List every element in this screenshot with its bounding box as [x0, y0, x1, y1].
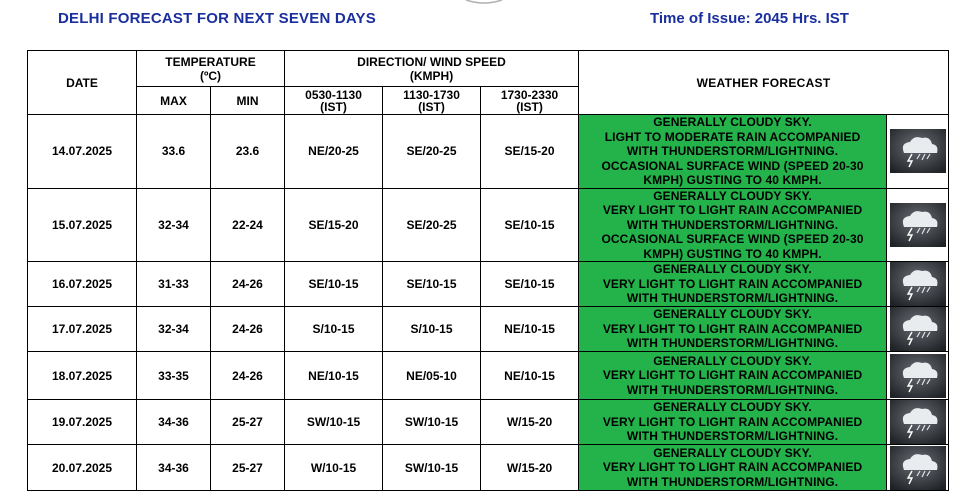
row-weather-icon: [887, 307, 949, 352]
table-row: [28, 352, 949, 400]
row-date: 19.07.2025: [28, 400, 137, 445]
forecast-line: WITH THUNDERSTORM/LIGHTNING.: [626, 291, 839, 306]
row-min-temp: 25-27: [211, 400, 285, 445]
row-wind-slot-3: SE/10-15: [481, 188, 579, 262]
row-wind-slot-2: S/10-15: [383, 307, 481, 352]
wind-label: DIRECTION/ WIND SPEED: [357, 54, 506, 69]
row-wind-slot-1: SW/10-15: [285, 400, 383, 445]
wind-unit: (KMPH): [409, 68, 454, 83]
temperature-label: TEMPERATURE: [165, 54, 256, 69]
forecast-line: GENERALLY CLOUDY SKY.: [653, 400, 812, 415]
slot-zone: (IST): [418, 99, 445, 114]
table-row: [28, 307, 949, 352]
row-min-temp: 22-24: [211, 188, 285, 262]
header-date: DATE: [28, 51, 137, 115]
row-max-temp: 34-36: [137, 400, 211, 445]
row-weather-icon: [887, 445, 949, 491]
row-wind-slot-3: SE/15-20: [481, 115, 579, 189]
row-wind-slot-1: SE/15-20: [285, 188, 383, 262]
row-min-temp: 24-26: [211, 307, 285, 352]
header-slot-1: [285, 87, 383, 115]
header-wind: [285, 51, 579, 87]
row-max-temp: 32-34: [137, 188, 211, 262]
row-max-temp: 33.6: [137, 115, 211, 189]
table-row: [28, 115, 949, 189]
slot-time: 1130-1730: [403, 87, 460, 102]
row-weather-icon: [887, 262, 949, 307]
forecast-line: GENERALLY CLOUDY SKY.: [653, 445, 812, 460]
forecast-line: WITH THUNDERSTORM/LIGHTNING.: [626, 336, 839, 351]
row-wind-slot-3: NE/10-15: [481, 307, 579, 352]
row-date: 14.07.2025: [28, 115, 137, 189]
forecast-line: OCCASIONAL SURFACE WIND (SPEED 20-30: [601, 158, 864, 173]
forecast-line: GENERALLY CLOUDY SKY.: [653, 307, 812, 322]
logo-fragment: [462, 0, 506, 5]
row-wind-slot-3: SE/10-15: [481, 262, 579, 307]
thunderstorm-cloud-icon: [890, 307, 946, 351]
table-row: [28, 262, 949, 307]
row-date: 20.07.2025: [28, 445, 137, 491]
row-wind-slot-2: SE/10-15: [383, 262, 481, 307]
row-date: 15.07.2025: [28, 188, 137, 262]
forecast-line: VERY LIGHT TO LIGHT RAIN ACCOMPANIED: [602, 203, 863, 217]
row-min-temp: 25-27: [211, 445, 285, 491]
forecast-line: GENERALLY CLOUDY SKY.: [653, 353, 812, 368]
row-weather-icon: [887, 115, 949, 189]
row-wind-slot-3: W/15-20: [481, 445, 579, 491]
thunderstorm-cloud-icon: [890, 446, 946, 490]
table-row: [28, 400, 949, 445]
header-weather-forecast: WEATHER FORECAST: [579, 51, 949, 115]
row-wind-slot-2: SW/10-15: [383, 400, 481, 445]
forecast-line: VERY LIGHT TO LIGHT RAIN ACCOMPANIED: [602, 414, 863, 429]
row-forecast: [579, 307, 887, 352]
row-wind-slot-2: SE/20-25: [383, 115, 481, 189]
row-max-temp: 34-36: [137, 445, 211, 491]
row-date: 18.07.2025: [28, 352, 137, 400]
header-temperature: [137, 51, 285, 87]
row-wind-slot-1: SE/10-15: [285, 262, 383, 307]
row-forecast: [579, 352, 887, 400]
thunderstorm-cloud-icon: [890, 203, 946, 247]
forecast-line: VERY LIGHT TO LIGHT RAIN ACCOMPANIED: [602, 276, 863, 291]
slot-time: 0530-1130: [305, 87, 362, 102]
row-weather-icon: [887, 400, 949, 445]
row-wind-slot-1: S/10-15: [285, 307, 383, 352]
thunderstorm-cloud-icon: [890, 400, 946, 444]
header-max: MAX: [137, 87, 211, 115]
page-title: DELHI FORECAST FOR NEXT SEVEN DAYS: [58, 10, 376, 27]
table-row: [28, 188, 949, 262]
row-wind-slot-2: NE/05-10: [383, 352, 481, 400]
thunderstorm-cloud-icon: [890, 262, 946, 306]
row-wind-slot-2: SW/10-15: [383, 445, 481, 491]
row-wind-slot-1: NE/10-15: [285, 352, 383, 400]
row-max-temp: 33-35: [137, 352, 211, 400]
thunderstorm-cloud-icon: [890, 354, 946, 398]
row-weather-icon: [887, 188, 949, 262]
row-min-temp: 24-26: [211, 262, 285, 307]
header-slot-2: [383, 87, 481, 115]
forecast-line: WITH THUNDERSTORM/LIGHTNING.: [626, 144, 839, 158]
temperature-unit: (ºC): [199, 68, 222, 83]
forecast-line: VERY LIGHT TO LIGHT RAIN ACCOMPANIED: [602, 460, 863, 475]
forecast-line: WITH THUNDERSTORM/LIGHTNING.: [626, 382, 839, 397]
forecast-line: GENERALLY CLOUDY SKY.: [653, 262, 812, 277]
row-forecast: [579, 188, 887, 262]
issue-time: Time of Issue: 2045 Hrs. IST: [650, 10, 849, 27]
row-max-temp: 32-34: [137, 307, 211, 352]
thunderstorm-cloud-icon: [890, 129, 946, 173]
row-forecast: [579, 262, 887, 307]
header-min: MIN: [211, 87, 285, 115]
slot-zone: (IST): [516, 99, 543, 114]
row-min-temp: 24-26: [211, 352, 285, 400]
row-wind-slot-3: NE/10-15: [481, 352, 579, 400]
row-min-temp: 23.6: [211, 115, 285, 189]
row-wind-slot-1: NE/20-25: [285, 115, 383, 189]
slot-zone: (IST): [320, 99, 347, 114]
forecast-line: LIGHT TO MODERATE RAIN ACCOMPANIED: [604, 129, 861, 144]
forecast-line: VERY LIGHT TO LIGHT RAIN ACCOMPANIED: [602, 368, 863, 383]
forecast-line: WITH THUNDERSTORM/LIGHTNING.: [626, 474, 839, 489]
forecast-line: KMPH) GUSTING TO 40 KMPH.: [643, 246, 822, 261]
row-date: 16.07.2025: [28, 262, 137, 307]
forecast-line: GENERALLY CLOUDY SKY.: [653, 115, 812, 129]
row-wind-slot-3: W/15-20: [481, 400, 579, 445]
row-weather-icon: [887, 352, 949, 400]
forecast-line: VERY LIGHT TO LIGHT RAIN ACCOMPANIED: [602, 321, 863, 336]
row-wind-slot-2: SE/20-25: [383, 188, 481, 262]
page-header: [0, 0, 968, 40]
slot-time: 1730-2330: [500, 87, 559, 102]
header-slot-3: [481, 87, 579, 115]
forecast-line: WITH THUNDERSTORM/LIGHTNING.: [626, 429, 839, 444]
row-date: 17.07.2025: [28, 307, 137, 352]
row-max-temp: 31-33: [137, 262, 211, 307]
forecast-line: OCCASIONAL SURFACE WIND (SPEED 20-30: [601, 232, 864, 246]
row-forecast: [579, 445, 887, 491]
row-forecast: [579, 400, 887, 445]
forecast-line: WITH THUNDERSTORM/LIGHTNING.: [626, 217, 839, 232]
row-wind-slot-1: W/10-15: [285, 445, 383, 491]
forecast-line: KMPH) GUSTING TO 40 KMPH.: [643, 173, 822, 187]
row-forecast: [579, 115, 887, 189]
forecast-line: GENERALLY CLOUDY SKY.: [653, 188, 812, 203]
forecast-table: [27, 50, 949, 491]
table-row: [28, 445, 949, 491]
